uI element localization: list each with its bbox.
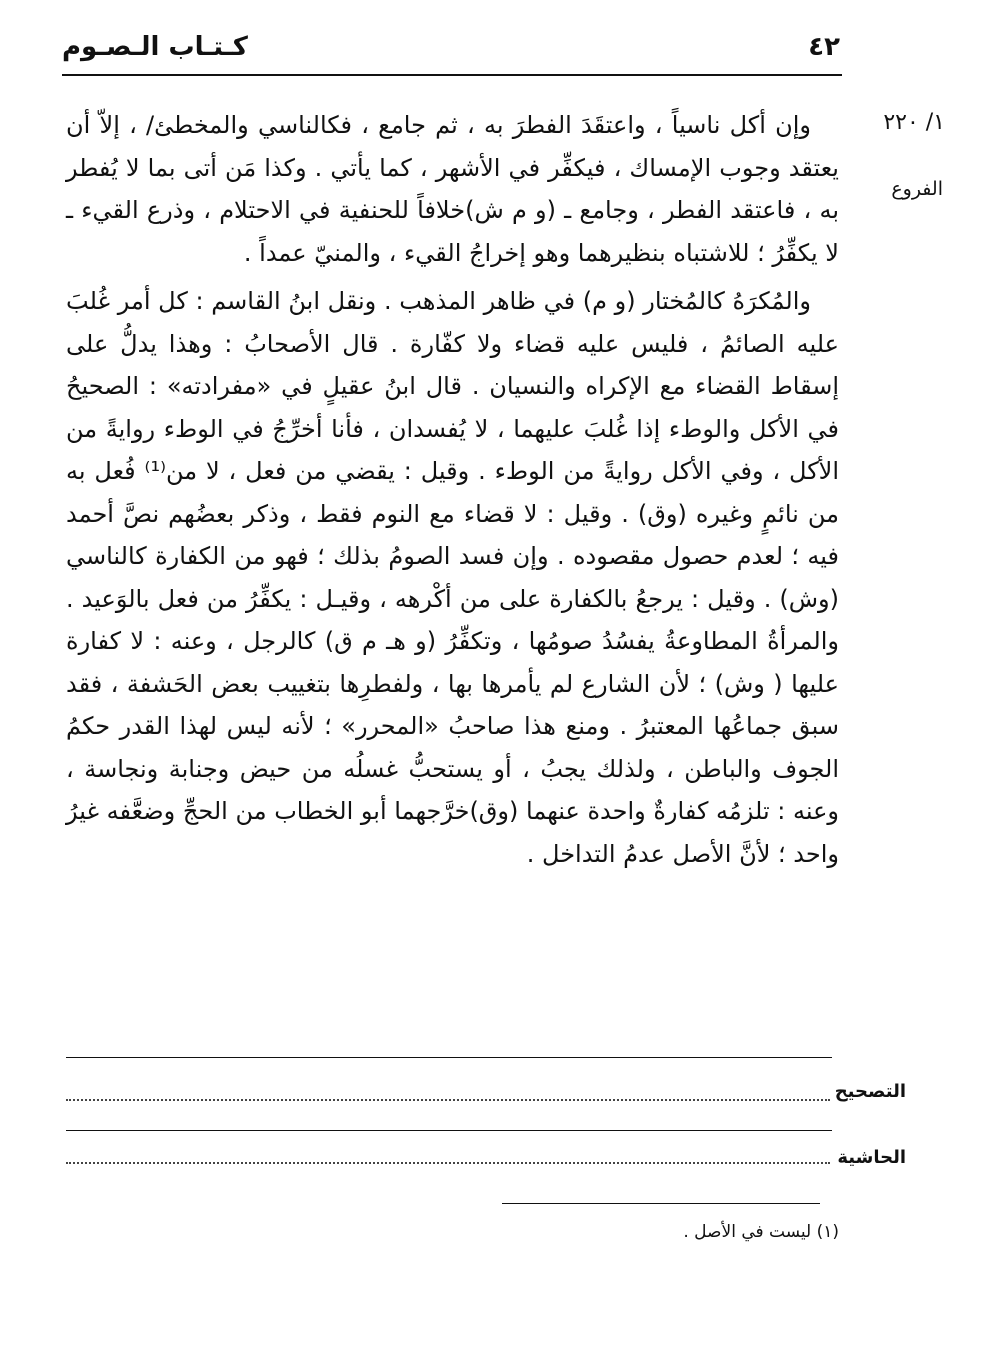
correction-dotted-line [66, 1099, 830, 1101]
margin-notes-label: الحاشية [837, 1147, 906, 1168]
divider-line [66, 1130, 832, 1131]
divider-line [66, 1057, 832, 1058]
page-number: ٤٢ [808, 32, 840, 62]
paragraph: والمُكرَهُ كالمُختار (و م) في ظاهر المذهب . ونقل ابنُ القاسم : كل أمر غُلبَ عليه الصائمُ ، فليس عليه قضاء ولا كفّارة . قال الأصحابُ : وهذا يدلُّ على إسقاط القضاء مع الإكراه والنسيان . قال ابنُ عقيلٍ في «مفرادته» : الصحيحُ في الأكل والوطء إذا غُلبَ عليهما ، لا يُفسدان ، فأنا أخرِّجُ في الوطء روايةً من الأكل ، وفي الأكل روايةً من الوطء . وقيل : يقضي من فعل ، لا من⁽¹⁾ فُعل به من نائمٍ وغيره (وق) . وقيل : لا قضاء مع النوم فقط ، وذكر بعضُهم نصَّ أحمد فيه ؛ لعدم حصول مقصوده . وإن فسد الصومُ بذلك ؛ فهو من الكفارة كالناسي (وش) . وقيل : يرجعُ بالكفارة على من أكْرهه ، وقيـل : يكفِّرُ من فعل بالوَعيد . والمرأةُ المطاوعةُ يفسُدُ صومُها ، وتكفِّرُ (و هـ م ق) كالرجل ، وعنه : لا كفارة عليها ( وش) ؛ لأن الشارع لم يأمرها بها ، ولفطرِها بتغييب بعض الحَشفة ، فقد سبق جماعُها المعتبرُ . ومنع هذا صاحبُ «المحرر» ؛ لأنه ليس لهذا القدر حكمُ الجوف والباطن ، ولذلك يجبُ ، أو يستحبُّ غسلُه من حيض وجنابة ونجاسة ، وعنه : تلزمُه كفارةٌ واحدة عنهما (وق)خرَّجهما أبو الخطاب من الحجِّ وضعَّفه غيرُ واحد ؛ لأنَّ الأصل عدمُ التداخل . [66, 287, 839, 868]
page-header [62, 30, 842, 70]
correction-label: التصحيح [834, 1081, 906, 1102]
paragraph: وإن أكل ناسياً ، واعتقَدَ الفطرَ به ، ثم جامع ، فكالناسي والمخطئ/ ، إلاّ أن يعتقد وجوب الإمساك ، فيكفِّر في الأشهر ، كما يأتي . وكذا مَن أتى بما لا يُفطر به ، فاعتقد الفطر ، وجامع ـ (و م ش)خلافاً للحنفية في الاحتلام ، وذرع القيء ـ لا يكفِّرُ ؛ للاشتباه بنظيرهما وهو إخراجُ القيء ، والمنيّ عمداً . [66, 111, 839, 267]
footnote-rule [502, 1203, 820, 1204]
main-text [66, 104, 839, 875]
margin-reference: ١/ ٢٢٠ [883, 110, 945, 135]
footnote: (١) ليست في الأصل . [683, 1222, 839, 1242]
running-title: كـتـاب الـصـوم [62, 32, 248, 62]
header-rule [62, 74, 842, 76]
margin-source-label: الفروع [891, 178, 943, 200]
margin-notes-dotted-line [66, 1162, 830, 1164]
